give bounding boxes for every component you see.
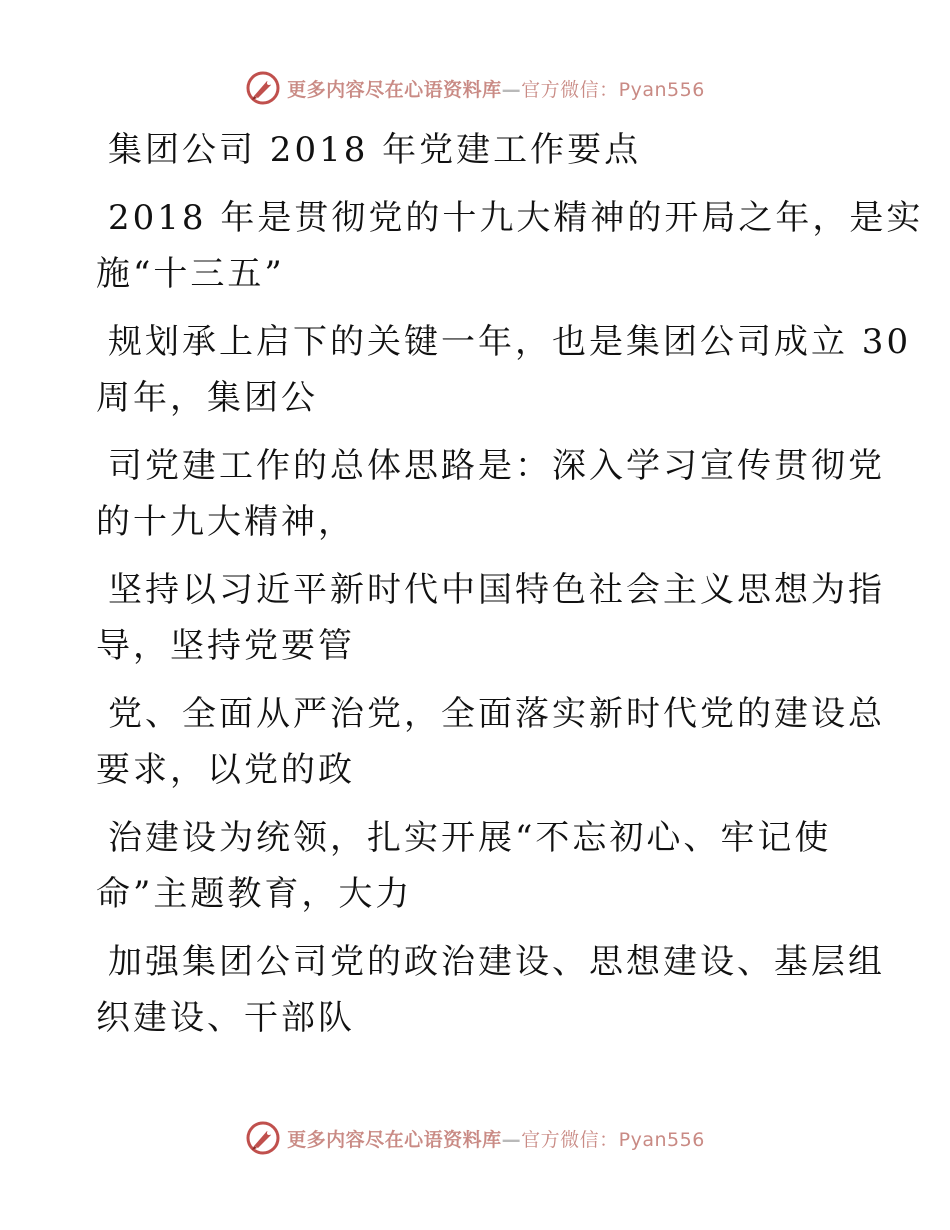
paragraph-6: [96, 810, 856, 922]
watermark-separator: —: [501, 1128, 522, 1151]
paragraph-line: 施“十三五”: [96, 254, 285, 294]
watermark-separator: —: [501, 78, 522, 101]
paragraph-line: 的十九大精神，: [96, 502, 355, 542]
paragraph-line: 党、全面从严治党，全面落实新时代党的建设总: [108, 694, 885, 734]
pen-logo-icon: [245, 70, 281, 106]
paragraph-line: 周年，集团公: [96, 378, 318, 418]
paragraph-line: 要求，以党的政: [96, 750, 355, 790]
footer-watermark: [0, 1120, 950, 1156]
paragraph-line: 司党建工作的总体思路是：深入学习宣传贯彻党: [108, 446, 885, 486]
paragraph-line: 2018 年是贯彻党的十九大精神的开局之年，是实: [108, 198, 924, 238]
header-watermark: [0, 70, 950, 106]
watermark-wechat-id: 官方微信：Pyan556: [521, 1128, 705, 1151]
paragraph-7: [96, 934, 885, 1046]
paragraph-line: 规划承上启下的关键一年，也是集团公司成立 30: [108, 322, 912, 362]
paragraph-4: [96, 562, 885, 674]
paragraph-line: 加强集团公司党的政治建设、思想建设、基层组: [108, 942, 885, 982]
paragraph-line: 治建设为统领，扎实开展“不忘初心、牢记使: [108, 818, 832, 858]
paragraph-line: 命”主题教育，大力: [96, 874, 413, 914]
watermark-main-text: 更多内容尽在心语资料库: [287, 1128, 502, 1151]
paragraph-line: 坚持以习近平新时代中国特色社会主义思想为指: [108, 570, 885, 610]
pen-logo-icon: [245, 1120, 281, 1156]
paragraph-5: [96, 686, 885, 798]
paragraph-line: 导，坚持党要管: [96, 626, 355, 666]
watermark-wechat-id: 官方微信：Pyan556: [521, 78, 705, 101]
paragraph-3: [96, 438, 885, 550]
document-title-text: 集团公司 2018 年党建工作要点: [108, 130, 642, 170]
paragraph-1: [96, 190, 924, 302]
document-title: [96, 122, 856, 178]
document-body: [96, 122, 924, 1058]
paragraph-line: 织建设、干部队: [96, 998, 355, 1038]
watermark-main-text: 更多内容尽在心语资料库: [287, 78, 502, 101]
paragraph-2: [96, 314, 912, 426]
